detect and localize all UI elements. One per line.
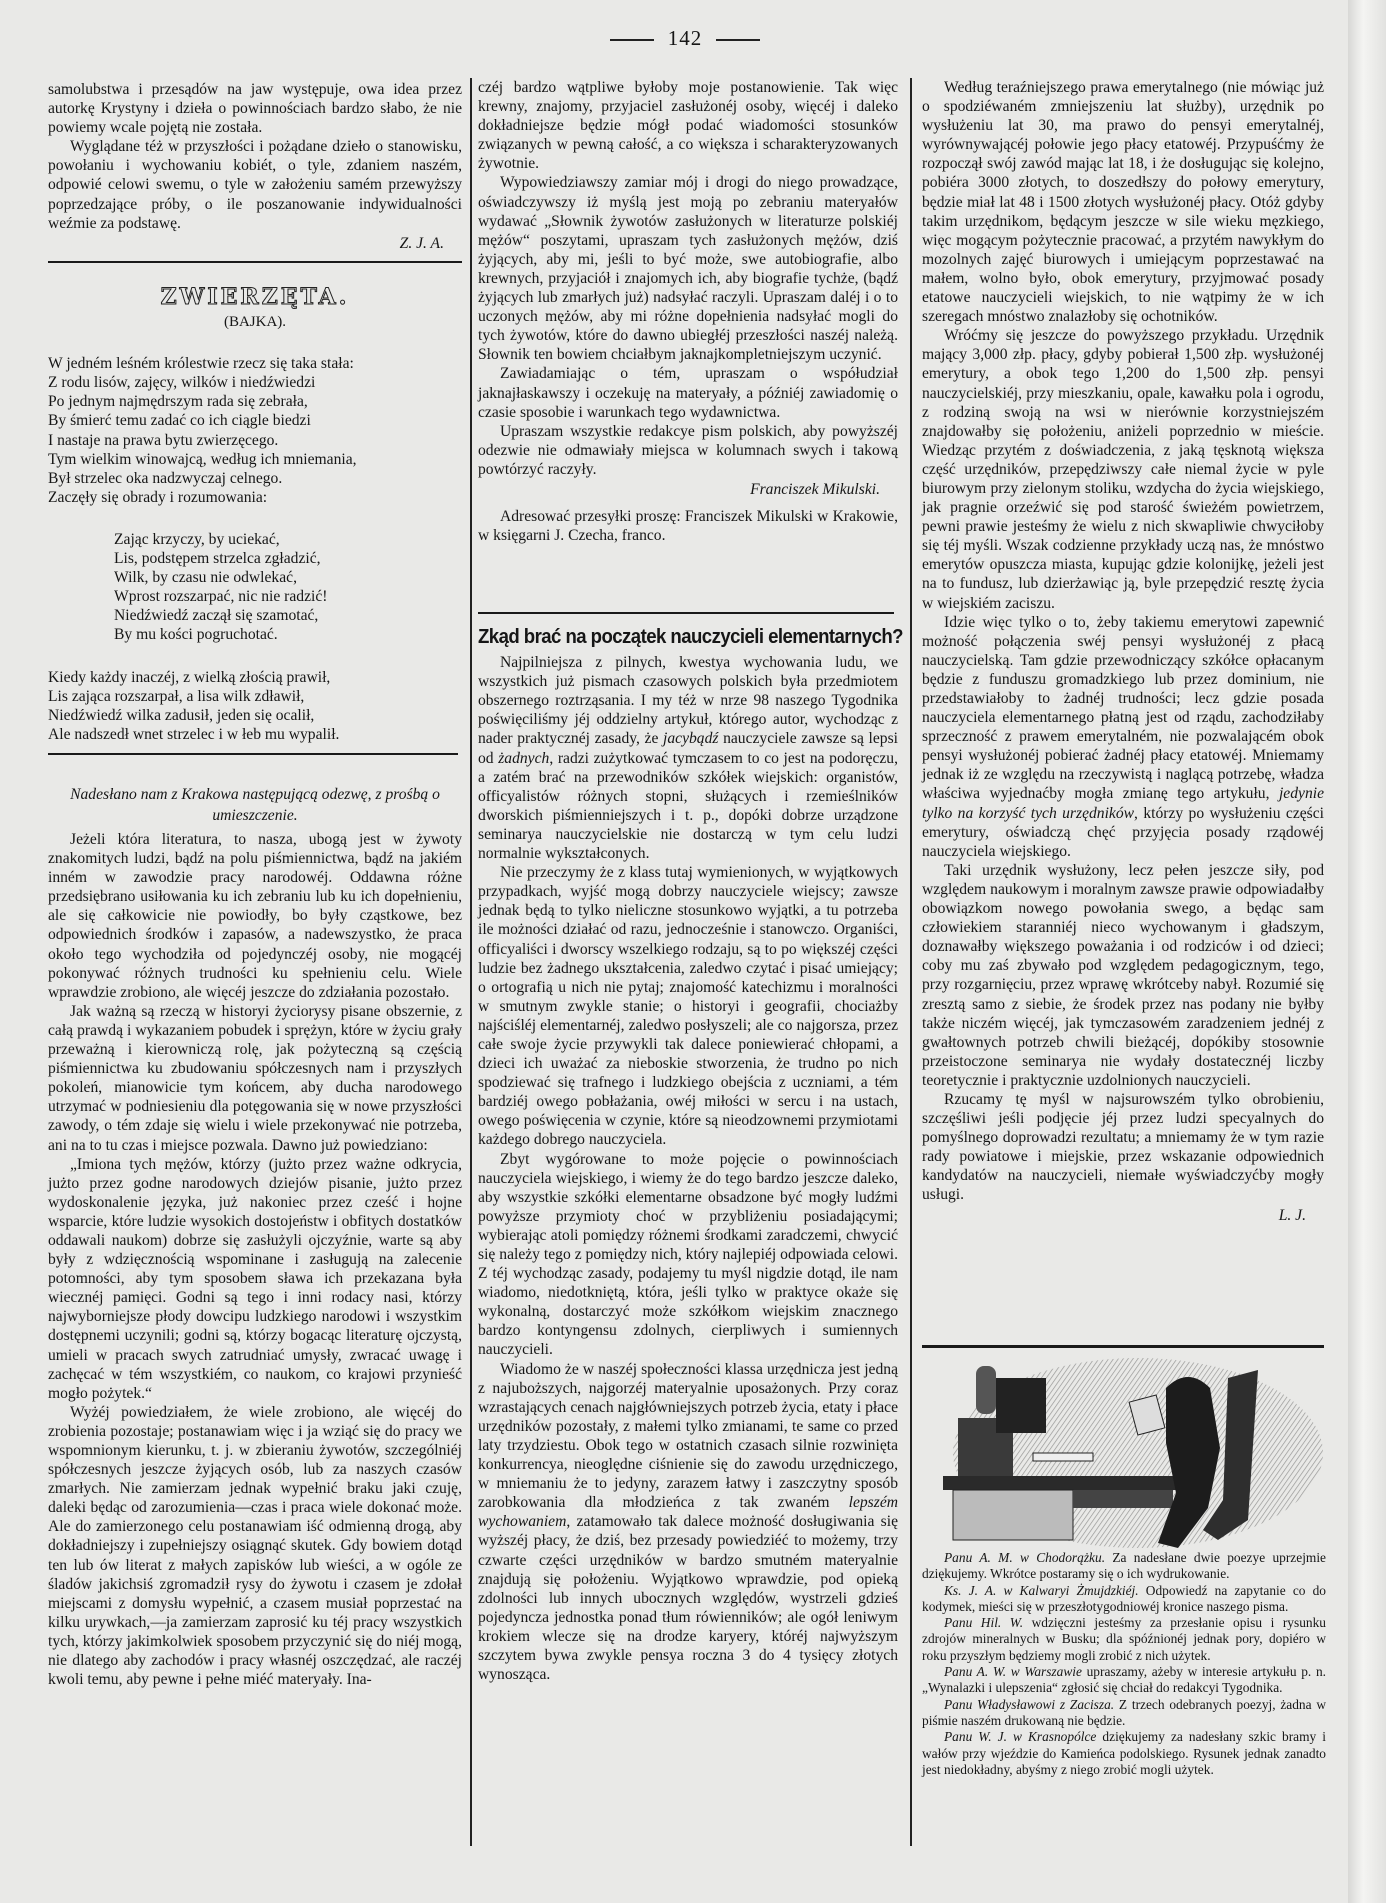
paragraph — [478, 653, 898, 863]
text-run: Zbyt wygórowane to może pojęcie o powinnościach nauczyciela wiejskiego, i wiemy że do tego bardzo jeszcze daleko, aby wszystkie szkółki elementarne obsadzone być mogły ludźmi powyższe przymioty choć w przybliżeniu posiadającymi; wybierając atoli pomiędzy różnemi środkami zaradczemi, chwycić się należy tego z pomiędzy nich, który najlepiéj odpowiada celowi. Z téj wychodząc zasady, podajemy tu myśl nigdzie dotąd, ile nam wiadomo, niedotkniętą, która, jeśli tylko w praktyce okaże się wykonalną, dostarczyć może szkółkom wiejskim znacznego bardzo kontyngensu zdolnych, cierpliwych i sumiennych nauczycieli. — [478, 1150, 898, 1359]
italic-text: lepszém wychowaniem — [478, 1494, 898, 1531]
italic-text: Panu W. J. w Krasnopólce — [944, 1729, 1097, 1745]
italic-text: Ks. J. A. w Kalwaryi Żmujdzkiéj. — [944, 1582, 1139, 1598]
verse-line: Był strzelec oka nadzwyczaj celnego. — [48, 469, 283, 487]
text-run: czéj bardzo wątpliwe byłoby moje postanowienie. Tak więc krewny, znajomy, przyjaciel zasłużonéj osoby, więcéj i daleko dokładniejsze będzie mógł podać wiadomości stosunków związanych w pewną całość, a co większa i scharakteryzowanych żywotnie. — [478, 79, 898, 173]
text-run: Wróćmy się jeszcze do powyższego przykładu. Urzędnik mający 3,000 złp. płacy, gdyby pobierał 1,500 złp. wysłużonéj emerytury, a obok tego 1,200 do 1,500 złp. pensyi nauczycielskiéj, przy mieszkaniu, opale, kawałku pola i ogrodu, z rodziną swoją na wsi w nierównie korzystniejszém znajdowałby się położeniu, aniżeli poprzednio w mieście. Wiedząc przytém z doświadczenia, z jaką tęsknotą większa część urzędników, przepędziwszy całe niemal życie w pyle biurowym przy zielonym stoliku, wzdycha do życia wiejskiego, jak pragnie orzeźwić się pod starość świeżém powietrzem, pewni prawie jesteśmy że wielu z nich skwapliwie chwyciłoby się téj myśli. Wszak codzienne przykłady uczą nas, że mnóstwo emerytów opuszcza miasta, kupując gdzie kolonijkę, jeżeli jest na to fundusz, lub dzierżawiąc ją, byle przepędzić resztę życia w wiejskiém zaciszu. — [922, 327, 1324, 612]
teachers-article — [478, 626, 903, 1684]
section-rule — [478, 612, 894, 614]
paragraph — [922, 861, 1324, 1090]
italic-text: Panu A. M. w Chodorążku. — [944, 1550, 1106, 1565]
verse-line: Z rodu lisów, zajęcy, wilków i niedźwiedzi — [48, 374, 316, 392]
appeal-article — [48, 784, 462, 1689]
verse-line: Zaczęły się obrady i rozumowania: — [48, 488, 268, 506]
verse-line: Lis zająca rozszarpał, a lisa wilk zdławił, — [48, 687, 305, 705]
paragraph — [48, 1155, 462, 1403]
correspondence-notices — [922, 1550, 1326, 1778]
text-run: Nie przeczymy że z klass tutaj wymienionych, w wyjątkowych przypadkach, wyjść mogą dobrzy nauczyciele wiejscy; zawsze jednak będą to tylko nieliczne stosunkowo wyjątki, a tu potrzeba ile możności działać od razu, jednocześnie i stanowczo. Organiści, officyaliści i dworscy wszelkiego rodzaju, są to po większéj części ludzie bez żadnego ukształcenia, zaledwo czytać i pisać umiejący; o ortografią u nich nie pytaj; znajomość katechizmu i moralności w smutnym zwykle stanie; o historyi i geografii, chociażby najściśléj elementarnéj, zaledwo posłyszeli; ale co najgorsza, przez całe swoje życie przywykli tak dalece poniewierać chłopami, a dzieci ich uważać za nieboskie stworzenia, że trudno po nich spodziewać się trafnego i ludzkiego obejścia z uczniami, a tém bardziéj owego pobłażania, owéj miłości w sercu i na ustach, owego poświęcenia w czynie, które są nieodzownemi przymiotami każdego dobrego nauczyciela. — [478, 864, 898, 1149]
text-run: Zawiadamiając o tém, upraszam o współudział jaknajłaskawszy i oczekuję na materyały, a późniéj zawiadomię o czasie sposobie i warunkach tego wydawnictwa. — [478, 365, 898, 421]
text-run: dziękujemy za nadesłany szkic bramy i wałów przy wjeździe do Kamieńca podolskiego. Rysunek jednak zanadto jest niedokładny, abyśmy z niego zrobić mogli użytek. — [922, 1729, 1326, 1777]
author-signature: Z. J. A. — [399, 234, 444, 252]
verse-line: Wprost rozszarpać, nic nie radzić! — [114, 588, 328, 606]
text-run: Z trzech odebranych poezyj, żadna w piśmie naszém drukowaną nie będzie. — [922, 1696, 1326, 1728]
fable-zwierzeta — [48, 280, 462, 767]
text-run: upraszamy, ażeby w interesie artykułu p. n. „Wynalazki i ulepszenia“ zgłosić się chciał do redakcyi Tygodnika. — [922, 1664, 1326, 1696]
paragraph — [478, 78, 898, 173]
verse-line: Tym wielkim winowajcą, według ich mniemania, — [48, 450, 357, 468]
verse-line: Kiedy każdy inaczéj, z wielką złością prawił, — [48, 668, 331, 686]
paragraph — [48, 137, 462, 232]
verse-line: Wilk, by czasu nie odwlekać, — [114, 569, 297, 587]
verse-stanza — [48, 668, 462, 744]
text-run: Rzucamy tę myśl w najsurowszém tylko obrobieniu, szczęśliwi jeśli podjęcie jéj przez ludzi specyalnych do pomyślnego doprowadzi rezultatu; a mniemamy że w tym razie rady powiatowe i miejskie, przez wskazanie odpowiednich kandydatów na nauczycieli, niemałe wyświadczyćby mogły usługi. — [922, 1090, 1324, 1204]
engraving-man-reading-at-desk — [928, 1358, 1323, 1548]
paragraph — [48, 1002, 462, 1155]
verse-line: Niedźwiedź zaczął się szamotać, — [114, 607, 319, 625]
paragraph — [922, 1583, 1326, 1616]
text-run: Odpowiedź na zapytanie co do kodymek, mieści się w przeszłotygodniowéj kronice naszego pisma. — [922, 1582, 1327, 1614]
paragraph — [478, 422, 898, 479]
text-run: Najpilniejsza z pilnych, kwestya wychowania ludu, we wszystkich już pismach czasowych polskich była przedmiotem obszernego roztrząsania. I my téż w nrze 98 naszego Tygodnika poświęciliśmy jéj oddzielny artykuł, którego autor, wychodząc z nader praktycznéj zasady, że — [478, 654, 898, 748]
verse-stanza — [114, 530, 462, 645]
text-run: Adresować przesyłki proszę: Franciszek Mikulski w Krakowie, w księgarni J. Czecha, franco. — [478, 508, 898, 545]
italic-text: Panu Władysławowi z Zacisza. — [944, 1696, 1115, 1712]
paragraph — [922, 1664, 1326, 1697]
text-run: Jeżeli która literatura, to nasza, ubogą jest w żywoty znakomitych ludzi, bądź na polu piśmiennictwa, bądź na jakiém inném w zawodzie pracy narodowéj. Oddawna różne przedsiębrano usiłowania ku ich zebraniu lub ku ich dopełnieniu, ale się całkowicie nie powiodły, bo były cząstkowe, bez odpowiednich środków i zapasów, a nadewszystko, że praca około tego wychodziła od pojedynczéj osoby, nie mogącéj pokonywać różnych trudności ku spełnieniu celu. Wiele wprawdzie zrobiono, ale więcéj jeszcze do zdziałania pozostało. — [48, 831, 462, 1001]
verse-line: By śmierć temu zadać co ich ciągle biedzi — [48, 412, 311, 430]
verse-line: I nastaje na prawa bytu zwierzęcego. — [48, 431, 279, 449]
verse-stanza — [48, 354, 462, 507]
paragraph — [478, 863, 898, 1149]
appeal-article-continued — [478, 78, 898, 545]
text-run: , radzi zużytkować tymczasem to co jest na podoręczu, a zatém brać na przewodników szkółek wiejskich: organistów, officyalistów różnych stopni, służących i rzemieślników dworskich piśmienniejszych i t. p., dopóki dobrze urządzone seminarya nauczycielskie nie dostarczą w tym celu ludzi normalnie wykształconych. — [478, 749, 898, 863]
author-signature: Franciszek Mikulski. — [750, 480, 880, 498]
text-run: Za nadesłane dwie poezye uprzejmie dziękujemy. Wkrótce postaramy się o ich wydrukowanie. — [922, 1550, 1326, 1582]
text-run: Wyglądane téż w przyszłości i pożądane dzieło o stanowisku, powołaniu i wychowaniu kobiét, o tyle, zdaniem naszém, odpowié celowi swemu, o tyle w założeniu samém przewyższy poprzedzające próby, o ile poszanowanie indywidualności weźmie za podstawę. — [48, 138, 462, 232]
paragraph — [478, 507, 898, 545]
text-run: Według teraźniejszego prawa emerytalnego (nie mówiąc już o spodziéwaném zmniejszeniu lat służby), urzędnik po wysłużeniu lat 30, ma prawo do pensyi emerytalnéj, wyrównywającéj połowie jego płacy etatowéj. Przypuśćmy że rozpoczął swój zawód mając lat 18, i że dosługując się kolejno, pobiéra 3000 złotych, to doszedłszy do połowy emerytury, będzie miał lat 48 i 1500 złotych wysłużonéj płacy. Otóż gdyby takim urzędnikom, będącym jeszcze w sile wieku męzkiego, więc mogącym pożytecznie pracować, a przytém nawykłym do mozolnych zajęć biurowych i umiejącym poprzestawać na małem, wolno było, obok emerytury, przyjmować posady etatowe nauczycieli wiejskich, to nie wątpimy że w ich szeregach mnóstwo znalazłoby się ochotników. — [922, 79, 1324, 326]
text-run: Idzie więc tylko o to, żeby takiemu emerytowi zapewnić możność połączenia swéj pensyi wysłużonéj z płacą nauczycielską. Tam gdzie przewodniczący szkółce opłacanym będzie z funduszu gromadzkiego lub przez dominium, nie przedstawiałoby to żadnéj trudności; lecz gdzie posada nauczyciela elementarnego płatną jest od rządu, zachodziłaby sprzeczność z prawem emerytalném, nie pozwalającém obok pensyi wysłużonéj pobierać żadnéj płacy etatowéj. Mniemamy jednak iż ze względu na rzeczywistą i naglącą potrzebę, władza właściwa wyjednaćby mogła zmianę tego artykułu, — [922, 613, 1324, 803]
paragraph — [922, 1550, 1326, 1583]
fable-subtitle: (BAJKA). — [223, 314, 287, 331]
italic-text: żadnych — [498, 749, 550, 767]
paragraph — [478, 1360, 898, 1685]
paragraph — [478, 173, 898, 364]
text-run: Taki urzędnik wysłużony, lecz pełen jeszcze siły, pod względem naukowym i moralnym zawsze prawie odpowiadałby obowiązkom nowego powołania swego, a będąc sam człowiekiem staranniéj nieco wychowanym i gładszym, doznawałby większego poważania i od rodziców i od dzieci; coby mu zaś zbywało pod względem pedagogicznym, tego, przy rozgarnięciu, przez wprawę wkrótceby nabył. Rozumié się zresztą samo z siebie, że środek przez nas podany nie byłby także niczém więcéj, jak tymczasowém zaradzeniem jednéj z gwałtownych potrzeb chwili bieżącéj, dopókiby stosownie przeistoczone seminarya nie wydały dostatecznéj liczby teoretycznie i praktycznie uzdolnionych nauczycieli. — [922, 861, 1324, 1089]
text-run: Wyżéj powiedziałem, że wiele zrobiono, ale więcéj do zrobienia pozostaje; postanawiam więc i ja wziąć się do pracy we wspomnionym kierunku, t. j. w zbieraniu żywotów, szczególniéj spółczesnych jeszcze żyjących osób, lub za naszych czasów zmarłych. Nie zamierzam jednak wypełnić braku jaki czuję, daleki będąc od zarozumienia—czas i praca wiele dokonać może. Ale do zamierzonego celu postanawiam iść odmienną drogą, aby dokładniejszy i zupełniejszy osiągnąć skutek. Gdy bowiem dotąd ten lub ów literat z małych zapisków lub wieści, a w ogóle ze śladów jakichsiś zgromadził rysy do żywotu i czasem je zdołał miejscami z domysłu wypełnić, a czasem musiał poprzestać na kilku urywkach,—ja zamierzam zaprosić ku téj pracy wszystkich tych, którzy jakimkolwiek sposobem przyczynić się do niéj mogą, nie dlatego aby zachodów i pracy własnéj oszczędzać, ale raczéj kwoli temu, aby pewne i pełne miéć materyały. Ina- — [48, 1403, 462, 1689]
verse-line: Zając krzyczy, by uciekać, — [114, 530, 280, 548]
text-run: samolubstwa i przesądów na jaw występuje, owa idea przez autorkę Krystyny i dzieła o powinnościach bardzo słabo, że nie powiemy wcale pojętą nie została. — [48, 81, 462, 137]
adjacent-page-edge — [1348, 0, 1386, 1903]
verse-line: By mu kości pogruchotać. — [114, 626, 278, 644]
text-run: Jak ważną są rzeczą w historyi życiorysy pisane obszernie, z całą prawdą i wykazaniem pobudek i sprężyn, które w życiu grały przeważną i kierowniczą rolę, jak pożyteczną są częścią piśmiennictwa ku zbudowaniu spółczesnych nam i przyszłych pokoleń, mianowicie tym końcem, aby ducha narodowego utrzymać w podniesieniu dla potęgowania się w nowe przyszłości zawody, o tém zdaje się wielu i wiele przekonywać nie potrzeba, ani na to tu czas i miejsce pozwala. Dawno już powiedziano: — [48, 1002, 462, 1154]
verse-line: W jedném leśném królestwie rzecz się taka stała: — [48, 355, 354, 373]
verse-line: Niedźwiedź wilka zadusił, jeden się ocalił, — [48, 706, 315, 724]
text-run: , którzy po wysłużeniu części emerytury, oświadczą chęć przyjęcia posady rządowéj nauczyciela wiejskiego. — [922, 804, 1324, 860]
paragraph — [922, 1090, 1324, 1205]
paragraph — [922, 1729, 1326, 1778]
section-rule — [48, 261, 462, 263]
italic-text: jacybądź — [663, 730, 719, 748]
page-number: 142 — [590, 26, 780, 51]
column-divider — [470, 78, 472, 1846]
italic-text: Panu A. W. w Warszawie — [944, 1664, 1082, 1680]
paragraph — [922, 1697, 1326, 1730]
italic-text: Panu Hil. W. — [944, 1615, 1024, 1631]
verse-line: Po jednym najmędrszym rada się zebrała, — [48, 393, 308, 411]
fable-title: ZWIERZĘTA. — [160, 284, 350, 310]
article-intro-heading: Nadesłano nam z Krakowa następującą odezwę, z prośbą o umieszczenie. — [70, 786, 440, 824]
text-run: Upraszam wszystkie redakcye pism polskich, aby powyższéj odezwie nie odmawiały miejsca w kolumnach swych i takową powtórzyć raczyły. — [478, 422, 898, 478]
section-rule — [48, 753, 458, 755]
text-run: nauczyciele zawsze są lepsi od — [478, 730, 898, 767]
text-run: Wiadomo że w naszéj społeczności klassa urzędnicza jest jedną z najuboższych, najgorzéj materyalnie uposażonych. Przy coraz wzrastających cenach najgłówniejszych potrzeb życia, etaty i płace urzędników pozostały, z małemi tylko zmianami, te same co przed laty trzydziestu. Obok tego w ostatnich czasach silnie rozwinięta konkurrencya, nieoględne ciśnienie się do zawodu urzędniczego, w mniemaniu że to jedyny, zarazem łatwy i zaszczytny sposób zarobkowania dla młodzieńca z tak zwaném — [478, 1360, 898, 1512]
text-run: „Imiona tych mężów, którzy (jużto przez ważne odkrycia, jużto przez godne narodowych dziejów pisanie, jużto przez wydoskonalenie języka, już nakoniec przez cześć i hojne wsparcie, które ludzie wysokich dostojeństw i obfitych dostatków oddawali naukom) dobrze się zasłużyli ojczyźnie, warte są aby były z wdzięcznością wspominane i zasługują na zalecenie potomności, aby tym sposobem sława ich przekazana była wiecznéj pamięci. Godni są tego i inni rodacy nasi, którzy najwyborniejsze płody dowcipu ludzkiego narodowi i wszystkim dostępnemi uczynili; godni są, którzy bogacąc literaturę ojczystą, umieli w pracach swych zatrudniać umysły, zwracać uwagę i zachęcać w tém wszystkiém, co naukom, co krajowi przynieść mogło pożytek.“ — [48, 1155, 462, 1402]
verse-line: Ale nadszedł wnet strzelec i w łeb mu wypalił. — [48, 725, 340, 743]
section-rule — [922, 1345, 1324, 1348]
article-headline: Zkąd brać na początek nauczycieli elementarnych? — [478, 626, 903, 648]
left-column-essay-end — [48, 80, 462, 253]
text-run: Wypowiedziawszy zamiar mój i drogi do niego prowadzące, oświadczywszy iż myślą jest moją po zebraniu materyałów wydawać „Słownik żywotów zasłużonych w literaturze polskiéj mężów“ poszytami, upraszam tych zasłużonych mężów, dziś żyjących, aby mi, jeśli to być może, swe autobiografie, albo krewnych, przyjaciół i znajomych ich, aby biografie tychże, (bądź żyjących lub zmarłych już) nadsyłać raczyli. Upraszam daléj i o to uczonych mężów, aby mi różne dopełnienia nadsyłać mogli do tych żywotów, które do dawno ubiegłéj przeszłości naszéj należą. Słownik ten bowiem chciałbym jaknajkompletniejszym uczynić. — [478, 174, 898, 364]
paragraph — [922, 613, 1324, 861]
italic-text: jedynie tylko na korzyść tych urzędników — [922, 785, 1324, 822]
paragraph — [922, 1615, 1326, 1664]
paragraph — [48, 80, 462, 137]
paragraph — [922, 326, 1324, 612]
text-run: wdzięczni jesteśmy za przesłanie opisu i rysunku zdrojów mineralnych w Busku; dla spóźnionéj jednak pory, dopiéro w roku przyszłym będziemy mogli zrobić z nich użytek. — [922, 1615, 1326, 1663]
paragraph — [48, 830, 462, 1002]
paragraph — [48, 1403, 462, 1689]
teachers-article-continued — [922, 78, 1324, 1225]
paragraph — [478, 364, 898, 421]
paragraph — [478, 1150, 898, 1360]
author-signature: L. J. — [1278, 1206, 1306, 1224]
verse-line: Lis, podstępem strzelca zgładzić, — [114, 550, 321, 568]
text-run: , zatamowało tak dalece możność dosługiwania się wyższéj płacy, że dziś, bez przesady powiedziéć to możemy, trzy czwarte części urzędników w bardzo smutném materyalnie znajdują się położeniu. Wyjątkowo wprawdzie, pod opieką zdolności lub innych ubocznych względów, wystrzeli gdzieś pojedyncza jednostka ponad tłum rówienników; ale ogół leniwym krokiem wlecze się na drodze karyery, któréj najwyższym szczytem bywa zwykle pensya roczna 3 do 4 tysięcy złotych wynosząca. — [478, 1513, 898, 1684]
paragraph — [922, 78, 1324, 326]
column-divider — [910, 78, 912, 1846]
